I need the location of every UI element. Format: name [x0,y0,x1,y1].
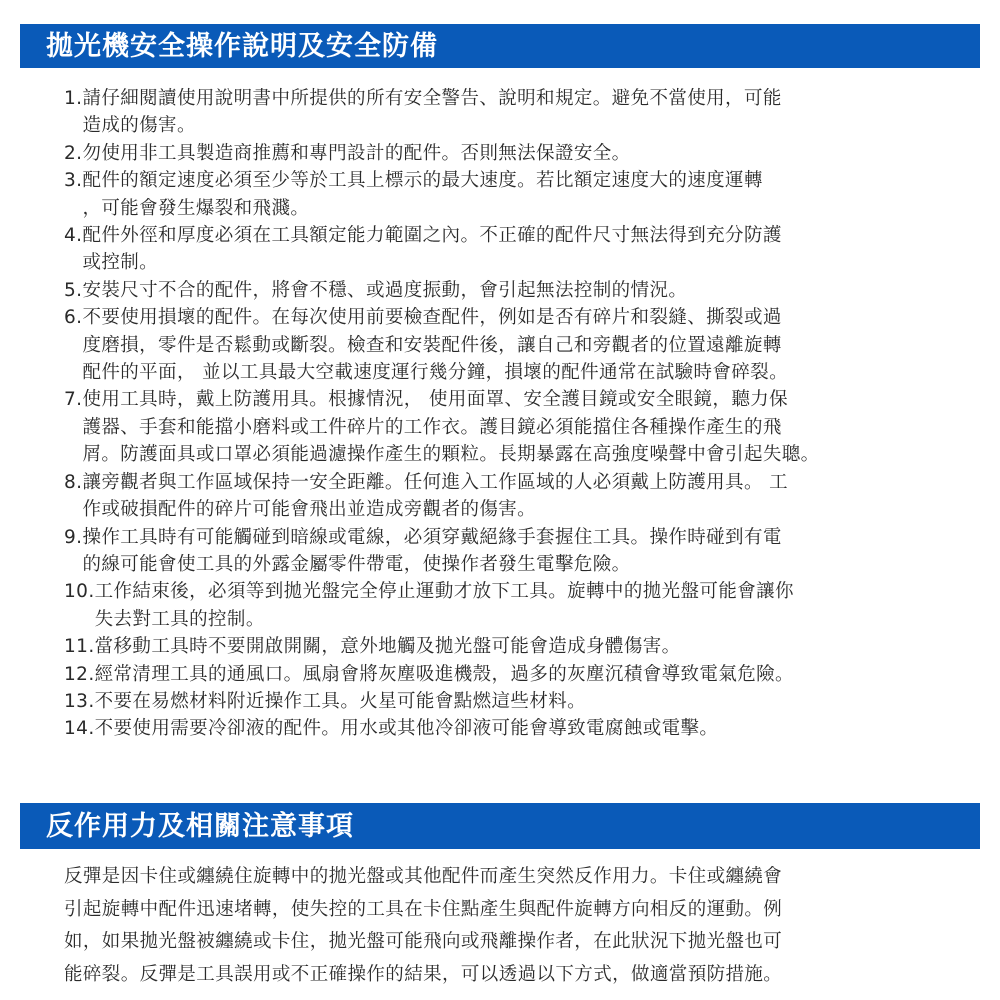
item-text [82,469,964,524]
paragraph-line: 反彈是因卡住或纏繞住旋轉中的拋光盤或其他配件而產生突然反作用力。卡住或纏繞會 [64,866,783,887]
item-line: 配件外徑和厚度必須在工具額定能力範圍之內。不正確的配件尺寸無法得到充分防護 [82,225,782,247]
list-item [64,277,964,304]
section-header-kickback [20,803,980,849]
item-text [82,140,964,167]
list-item [64,469,964,524]
item-text [82,222,964,277]
item-line: 不要使用損壞的配件。在每次使用前要檢查配件，例如是否有碎片和裂縫、撕裂或過 [82,307,782,329]
safety-instructions-list [64,85,964,743]
item-line: 工作結束後，必須等到拋光盤完全停止運動才放下工具。旋轉中的拋光盤可能會讓你 [94,581,794,603]
item-line: 配件的額定速度必須至少等於工具上標示的最大速度。若比額定速度大的速度運轉 [82,170,763,192]
list-item [64,222,964,277]
item-line: 經常清理工具的通風口。風扇會將灰塵吸進機殼，過多的灰塵沉積會導致電氣危險。 [94,663,794,685]
list-item [64,85,964,140]
item-number: 7. [64,389,83,411]
item-number: 1. [64,88,83,109]
list-item [64,633,964,660]
item-line: 使用工具時，戴上防護用具。根據情況， 使用面罩、安全護目鏡或安全眼鏡，聽力保 [82,389,789,411]
item-number: 13. [64,690,95,712]
item-text [82,277,964,304]
list-item [64,140,964,167]
item-text [95,715,964,742]
list-item [64,578,964,633]
item-line: 護器、手套和能擋小磨料或工件碎片的工作衣。護目鏡必須能擋住各種操作產生的飛 [82,416,782,438]
item-line: 的線可能會使工具的外露金屬零件帶電，使操作者發生電擊危險。 [82,553,631,575]
item-line: 失去對工具的控制。 [94,608,265,630]
item-number: 3. [64,170,83,192]
item-line: 配件的平面， 並以工具最大空載速度運行幾分鐘，損壞的配件通常在試驗時會碎裂。 [82,362,789,384]
item-number: 12. [64,663,95,685]
list-item [64,715,964,742]
item-line: 操作工具時有可能觸碰到暗線或電線，必須穿戴絕緣手套握住工具。操作時碰到有電 [82,526,782,548]
list-item [64,167,964,222]
item-line: 不要在易燃材料附近操作工具。火星可能會點燃這些材料。 [94,690,587,712]
item-text [82,167,964,222]
list-item [64,386,964,468]
item-number: 6. [64,307,83,329]
item-number: 4. [64,225,83,247]
item-text [82,85,964,140]
item-line: 作或破損配件的碎片可能會飛出並造成旁觀者的傷害。 [82,499,537,521]
item-line: ，可能會發生爆裂和飛濺。 [82,197,310,219]
list-item [64,524,964,579]
item-number: 10. [64,581,95,603]
item-line: 度磨損，零件是否鬆動或斷裂。檢查和安裝配件後，讓自己和旁觀者的位置遠離旋轉 [82,334,782,356]
item-line: 造成的傷害。 [82,115,196,137]
item-number: 14. [64,718,95,740]
item-number: 9. [64,526,83,548]
item-line: 屑。防護面具或口罩必須能過濾操作產生的顆粒。長期暴露在高強度噪聲中會引起失聰。 [82,444,820,466]
item-number: 2. [64,142,83,164]
paragraph-line: 如，如果拋光盤被纏繞或卡住，拋光盤可能飛向或飛離操作者，在此狀況下拋光盤也可 [64,931,783,952]
list-item [64,304,964,386]
item-text [82,386,964,468]
item-line: 讓旁觀者與工作區域保持一安全距離。任何進入工作區域的人必須戴上防護用具。 工 [82,471,789,493]
item-line: 不要使用需要冷卻液的配件。用水或其他冷卻液可能會導致電腐蝕或電擊。 [94,718,719,740]
section-title: 拋光機安全操作說明及安全防備 [46,30,438,62]
item-line: 勿使用非工具製造商推薦和專門設計的配件。否則無法保證安全。 [82,142,631,164]
section-title: 反作用力及相關注意事項 [46,810,354,842]
item-text [82,304,964,386]
item-line: 請仔細閱讀使用說明書中所提供的所有安全警告、說明和規定。避免不當使用，可能 [82,88,782,109]
section-header-safety [20,24,980,68]
item-number: 11. [64,636,95,658]
item-text [95,661,964,688]
item-text [95,633,964,660]
list-item [64,688,964,715]
item-line: 安裝尺寸不合的配件，將會不穩、或過度振動，會引起無法控制的情況。 [82,279,688,301]
item-text [95,688,964,715]
item-line: 當移動工具時不要開啟開關，意外地觸及拋光盤可能會造成身體傷害。 [94,636,681,658]
kickback-paragraph [64,861,964,991]
item-text [82,524,964,579]
list-item [64,661,964,688]
item-number: 5. [64,279,83,301]
item-line: 或控制。 [82,252,159,274]
paragraph-line: 引起旋轉中配件迅速堵轉，使失控的工具在卡住點產生與配件旋轉方向相反的運動。例 [64,898,783,920]
item-text [95,578,964,633]
item-number: 8. [64,471,83,493]
paragraph-line: 能碎裂。反彈是工具誤用或不正確操作的結果，可以透過以下方式，做適當預防措施。 [64,963,783,985]
